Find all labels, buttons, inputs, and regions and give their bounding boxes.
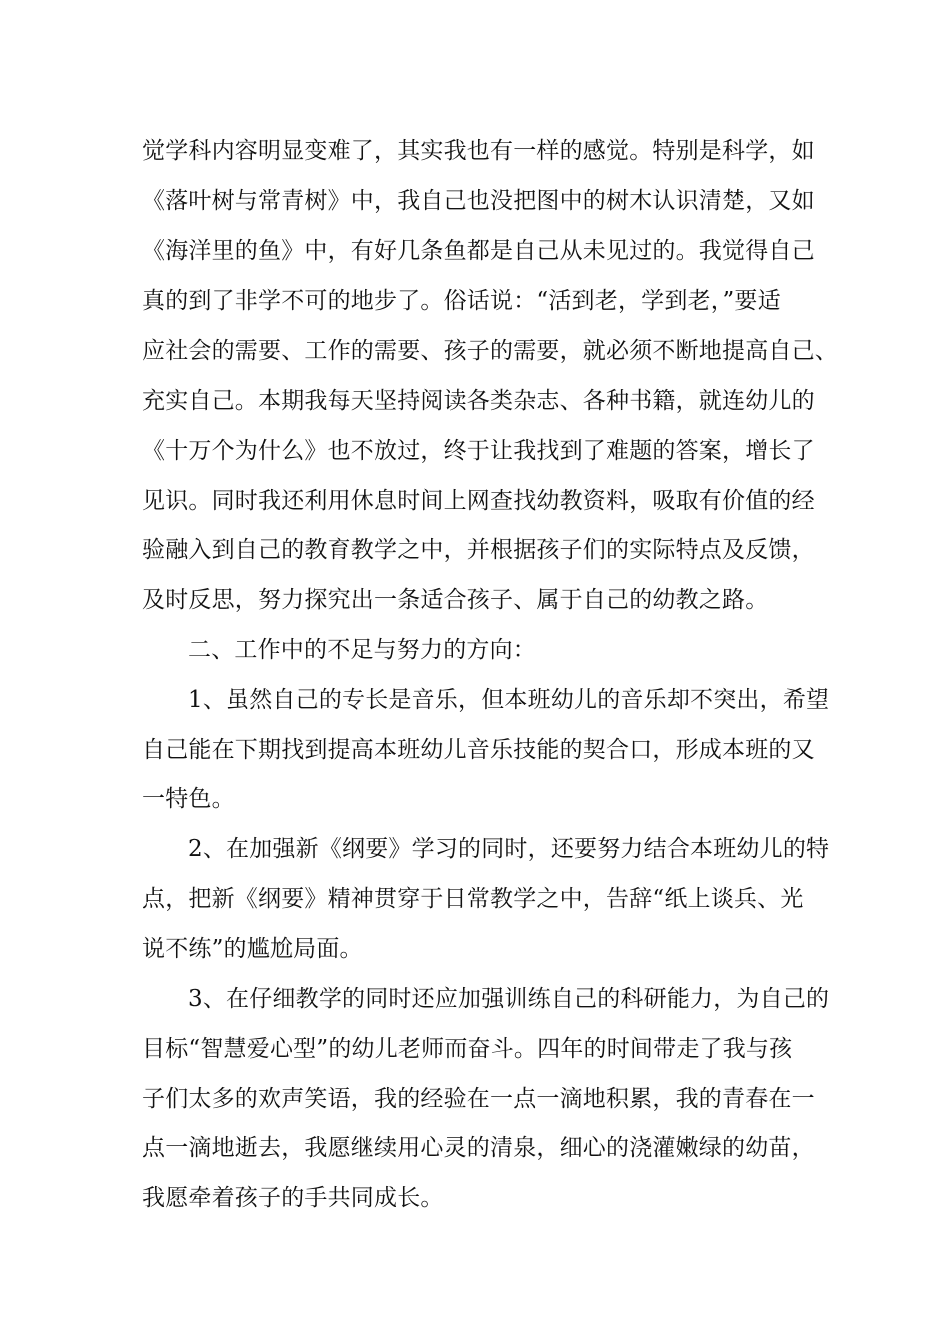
text-line: 点一滴地逝去，我愿继续用心灵的清泉，细心的浇灌嫩绿的幼苗， [142,1135,815,1161]
text-line: 觉学科内容明显变难了，其实我也有一样的感觉。特别是科学，如 [142,138,815,164]
text-line: 1、虽然自己的专长是音乐，但本班幼儿的音乐却不突出，希望 [188,687,830,713]
text-line: 《落叶树与常青树》中，我自己也没把图中的树木认识清楚，又如 [142,188,815,214]
text-line: 2、在加强新《纲要》学习的同时，还要努力结合本班幼儿的特 [188,836,830,862]
text-line: 点，把新《纲要》精神贯穿于日常教学之中，告辞“纸上谈兵、光 [142,886,804,912]
text-line: 一特色。 [142,786,235,812]
text-line: 《海洋里的鱼》中，有好几条鱼都是自己从未见过的。我觉得自己 [142,238,815,264]
section-heading: 二、工作中的不足与努力的方向： [188,637,536,663]
text-line: 真的到了非学不可的地步了。俗话说：“活到老，学到老，”要适 [142,288,781,314]
text-line: 验融入到自己的教育教学之中，并根据孩子们的实际特点及反馈， [142,537,815,563]
text-line: 自己能在下期找到提高本班幼儿音乐技能的契合口，形成本班的又 [142,737,815,763]
text-line: 子们太多的欢声笑语，我的经验在一点一滴地积累，我的青春在一 [142,1086,815,1112]
text-line: 《十万个为什么》也不放过，终于让我找到了难题的答案，增长了 [142,438,815,464]
text-line: 见识。同时我还利用休息时间上网查找幼教资料，吸取有价值的经 [142,488,815,514]
text-line: 充实自己。本期我每天坚持阅读各类杂志、各种书籍，就连幼儿的 [142,388,815,414]
text-line: 我愿牵着孩子的手共同成长。 [142,1185,444,1211]
text-line: 目标“智慧爱心型”的幼儿老师而奋斗。四年的时间带走了我与孩 [142,1036,793,1062]
text-line: 说不练”的尴尬局面。 [142,936,363,962]
text-line: 应社会的需要、工作的需要、孩子的需要，就必须不断地提高自己、 [142,338,838,364]
text-line: 3、在仔细教学的同时还应加强训练自己的科研能力，为自己的 [188,986,830,1012]
text-line: 及时反思，努力探究出一条适合孩子、属于自己的幼教之路。 [142,587,769,613]
